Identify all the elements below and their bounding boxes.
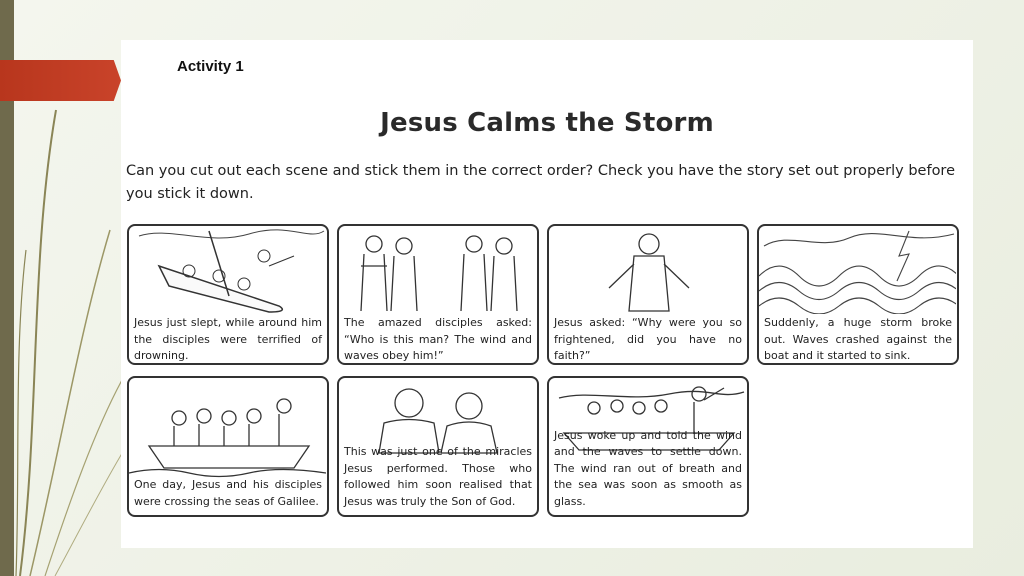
story-panel-5[interactable] [127,376,329,517]
disciples-illustration [339,226,536,314]
activity-label: Activity 1 [177,58,244,75]
panel-caption: Jesus asked: “Why were you so frightened, did you have no faith?” [554,316,742,362]
panel-caption: The amazed disciples asked: “Who is this man? The wind and waves obey him!” [344,316,532,362]
panel-caption: This was just one of the miracles Jesus performed. Those who followed him soon realised that Jesus was truly the Son of God. [344,445,532,508]
worksheet [121,40,973,548]
story-panel-6[interactable] [337,376,539,517]
panel-caption: Jesus just slept, while around him the disciples were terrified of drowning. [134,316,322,362]
worksheet-title: Jesus Calms the Storm [380,108,714,138]
story-panel-4[interactable] [757,224,959,365]
activity-tab-marker [0,60,121,101]
panel-caption: Suddenly, a huge storm broke out. Waves crashed against the boat and it started to sink. [764,316,952,362]
boat-storm-illustration [129,226,326,314]
jesus-standing-illustration [549,226,746,314]
story-panel-1[interactable] [127,224,329,365]
story-panel-2[interactable] [337,224,539,365]
panel-caption: One day, Jesus and his disciples were crossing the seas of Galilee. [134,478,322,508]
storm-waves-illustration [759,226,956,314]
story-panel-3[interactable] [547,224,749,365]
panel-caption: Jesus woke up and told the wind and the waves to settle down. The wind ran out of breath and the sea was soon as smooth as glass. [554,428,742,508]
story-panel-7[interactable] [547,376,749,517]
instructions-text: Can you cut out each scene and stick them in the correct order? Check you have the story set out properly before you stick it down. [126,163,955,202]
crossing-sea-illustration [129,378,326,478]
